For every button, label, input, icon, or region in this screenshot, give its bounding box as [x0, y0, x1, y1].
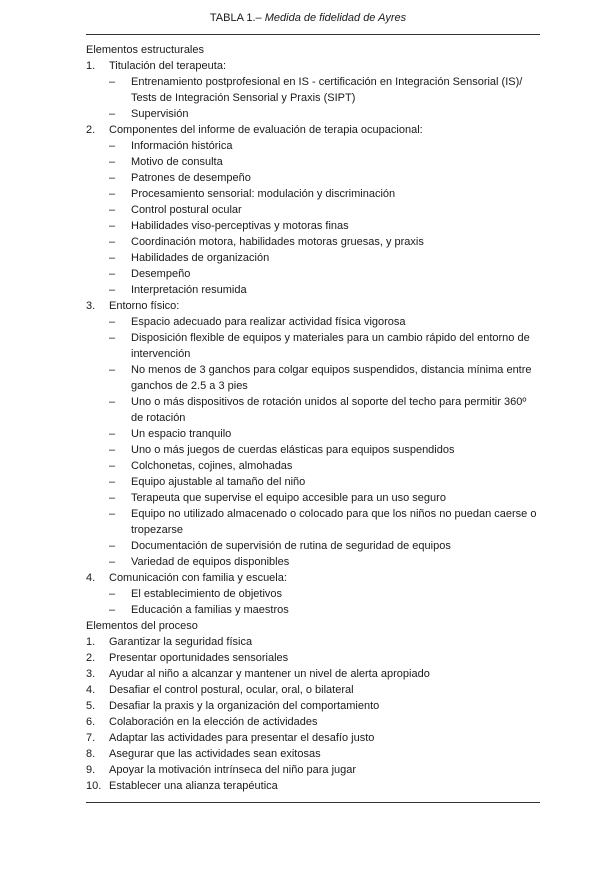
dash-bullet: – — [109, 268, 116, 280]
item-number: 6. — [86, 716, 96, 728]
sub-item — [86, 538, 540, 554]
sub-item — [86, 426, 540, 442]
item-text: Presentar oportunidades sensoriales — [109, 652, 289, 664]
item-text: Garantizar la seguridad física — [109, 636, 253, 648]
sub-item-text: Supervisión — [131, 108, 189, 120]
dash-bullet: – — [109, 252, 116, 264]
item-number: 8. — [86, 748, 96, 760]
dash-bullet: – — [109, 604, 116, 616]
sub-item-text: Equipo ajustable al tamaño del niño — [131, 476, 306, 488]
dash-bullet: – — [109, 284, 116, 296]
dash-bullet: – — [109, 508, 116, 520]
item-text: Desafiar la praxis y la organización del comportamiento — [109, 700, 380, 712]
sub-item-text: Educación a familias y maestros — [131, 604, 289, 616]
dash-bullet: – — [109, 236, 116, 248]
sub-item — [86, 458, 540, 474]
sub-item — [86, 506, 540, 538]
sub-item — [86, 330, 540, 362]
sub-item — [86, 282, 540, 298]
item-text: Titulación del terapeuta: — [109, 60, 226, 72]
sub-item — [86, 474, 540, 490]
sub-item — [86, 314, 540, 330]
sub-item-text: Procesamiento sensorial: modulación y discriminación — [131, 188, 396, 200]
dash-bullet: – — [109, 140, 116, 152]
sub-item-text: Variedad de equipos disponibles — [131, 556, 290, 568]
item-number: 2. — [86, 124, 96, 136]
process-heading: Elementos del proceso — [86, 620, 198, 632]
item-number: 1. — [86, 60, 96, 72]
table-title-text: Medida de fidelidad de Ayres — [264, 12, 407, 24]
item-number: 9. — [86, 764, 96, 776]
table-title — [0, 11, 616, 25]
sub-item-text: Equipo no utilizado almacenado o colocado para que los niños no puedan caerse o tropezarse — [131, 508, 537, 536]
sub-item — [86, 250, 540, 266]
list-item — [86, 650, 540, 666]
sub-item — [86, 362, 540, 394]
dash-bullet: – — [109, 556, 116, 568]
sub-item — [86, 74, 540, 106]
sub-item-text: Uno o más dispositivos de rotación unidos al soporte del techo para permitir 360º de rotación — [131, 396, 527, 424]
item-number: 4. — [86, 572, 96, 584]
process-list — [86, 634, 540, 794]
table-title-prefix: TABLA 1.– — [209, 12, 262, 24]
dash-bullet: – — [109, 540, 116, 552]
dash-bullet: – — [109, 204, 116, 216]
sub-item — [86, 186, 540, 202]
sub-item-text: Motivo de consulta — [131, 156, 223, 168]
dash-bullet: – — [109, 396, 116, 408]
sub-item-text: Habilidades viso-perceptivas y motoras finas — [131, 220, 349, 232]
sub-item — [86, 202, 540, 218]
sub-item — [86, 154, 540, 170]
item-text: Colaboración en la elección de actividades — [109, 716, 318, 728]
sub-item-text: Habilidades de organización — [131, 252, 270, 264]
dash-bullet: – — [109, 428, 116, 440]
item-text: Comunicación con familia y escuela: — [109, 572, 287, 584]
list-item — [86, 666, 540, 682]
sub-item — [86, 490, 540, 506]
item-text: Adaptar las actividades para presentar el desafío justo — [109, 732, 375, 744]
item-number: 2. — [86, 652, 96, 664]
item-text: Entorno físico: — [109, 300, 180, 312]
item-number: 3. — [86, 668, 96, 680]
item-text: Ayudar al niño a alcanzar y mantener un nivel de alerta apropiado — [109, 668, 430, 680]
sub-item — [86, 602, 540, 618]
sub-item-text: Control postural ocular — [131, 204, 242, 216]
sub-item-text: Disposición flexible de equipos y materiales para un cambio rápido del entorno de intervención — [131, 332, 530, 360]
dash-bullet: – — [109, 76, 116, 88]
item-text: Apoyar la motivación intrínseca del niño para jugar — [109, 764, 357, 776]
top-rule — [86, 34, 540, 35]
table-content — [86, 42, 540, 794]
list-item — [86, 634, 540, 650]
sub-item — [86, 170, 540, 186]
sub-item-text: Desempeño — [131, 268, 191, 280]
item-number: 4. — [86, 684, 96, 696]
dash-bullet: – — [109, 108, 116, 120]
item-text: Establecer una alianza terapéutica — [109, 780, 278, 792]
sub-item — [86, 106, 540, 122]
sub-item — [86, 218, 540, 234]
sub-item-text: Un espacio tranquilo — [131, 428, 232, 440]
list-item — [86, 730, 540, 746]
sub-item — [86, 138, 540, 154]
dash-bullet: – — [109, 220, 116, 232]
sub-item — [86, 266, 540, 282]
list-item — [86, 570, 540, 586]
list-item — [86, 298, 540, 314]
sub-item-text: Entrenamiento postprofesional en IS - certificación en Integración Sensorial (IS)/ Tests de Integración Sensorial y Praxis (SIPT) — [131, 76, 523, 104]
sub-item-text: Uno o más juegos de cuerdas elásticas para equipos suspendidos — [131, 444, 455, 456]
sub-item-text: Patrones de desempeño — [131, 172, 251, 184]
item-number: 7. — [86, 732, 96, 744]
list-item — [86, 58, 540, 74]
item-number: 1. — [86, 636, 96, 648]
sub-item-text: Interpretación resumida — [131, 284, 247, 296]
sub-item-text: Terapeuta que supervise el equipo accesible para un uso seguro — [131, 492, 446, 504]
sub-item — [86, 234, 540, 250]
dash-bullet: – — [109, 492, 116, 504]
sub-item-text: No menos de 3 ganchos para colgar equipos suspendidos, distancia mínima entre ganchos de 2.5 a 3 pies — [131, 364, 532, 392]
dash-bullet: – — [109, 332, 116, 344]
sub-item — [86, 554, 540, 570]
item-number: 3. — [86, 300, 96, 312]
dash-bullet: – — [109, 188, 116, 200]
bottom-rule — [86, 802, 540, 803]
dash-bullet: – — [109, 316, 116, 328]
dash-bullet: – — [109, 172, 116, 184]
item-number: 5. — [86, 700, 96, 712]
item-text: Asegurar que las actividades sean exitosas — [109, 748, 321, 760]
sub-item-text: Información histórica — [131, 140, 233, 152]
sub-item-text: Documentación de supervisión de rutina de seguridad de equipos — [131, 540, 451, 552]
sub-item-text: Espacio adecuado para realizar actividad física vigorosa — [131, 316, 406, 328]
sub-item — [86, 394, 540, 426]
dash-bullet: – — [109, 444, 116, 456]
sub-item-text: El establecimiento de objetivos — [131, 588, 283, 600]
list-item — [86, 698, 540, 714]
sub-item-text: Coordinación motora, habilidades motoras gruesas, y praxis — [131, 236, 424, 248]
dash-bullet: – — [109, 156, 116, 168]
sub-item-text: Colchonetas, cojines, almohadas — [131, 460, 293, 472]
dash-bullet: – — [109, 588, 116, 600]
list-item — [86, 122, 540, 138]
item-text: Desafiar el control postural, ocular, oral, o bilateral — [109, 684, 354, 696]
item-number: 10. — [86, 780, 102, 792]
sub-item — [86, 442, 540, 458]
list-item — [86, 682, 540, 698]
dash-bullet: – — [109, 364, 116, 376]
dash-bullet: – — [109, 460, 116, 472]
structural-list — [86, 58, 540, 618]
list-item — [86, 714, 540, 730]
structural-heading: Elementos estructurales — [86, 44, 204, 56]
list-item — [86, 762, 540, 778]
dash-bullet: – — [109, 476, 116, 488]
sub-item — [86, 586, 540, 602]
item-text: Componentes del informe de evaluación de terapia ocupacional: — [109, 124, 423, 136]
list-item — [86, 746, 540, 762]
list-item — [86, 778, 540, 794]
